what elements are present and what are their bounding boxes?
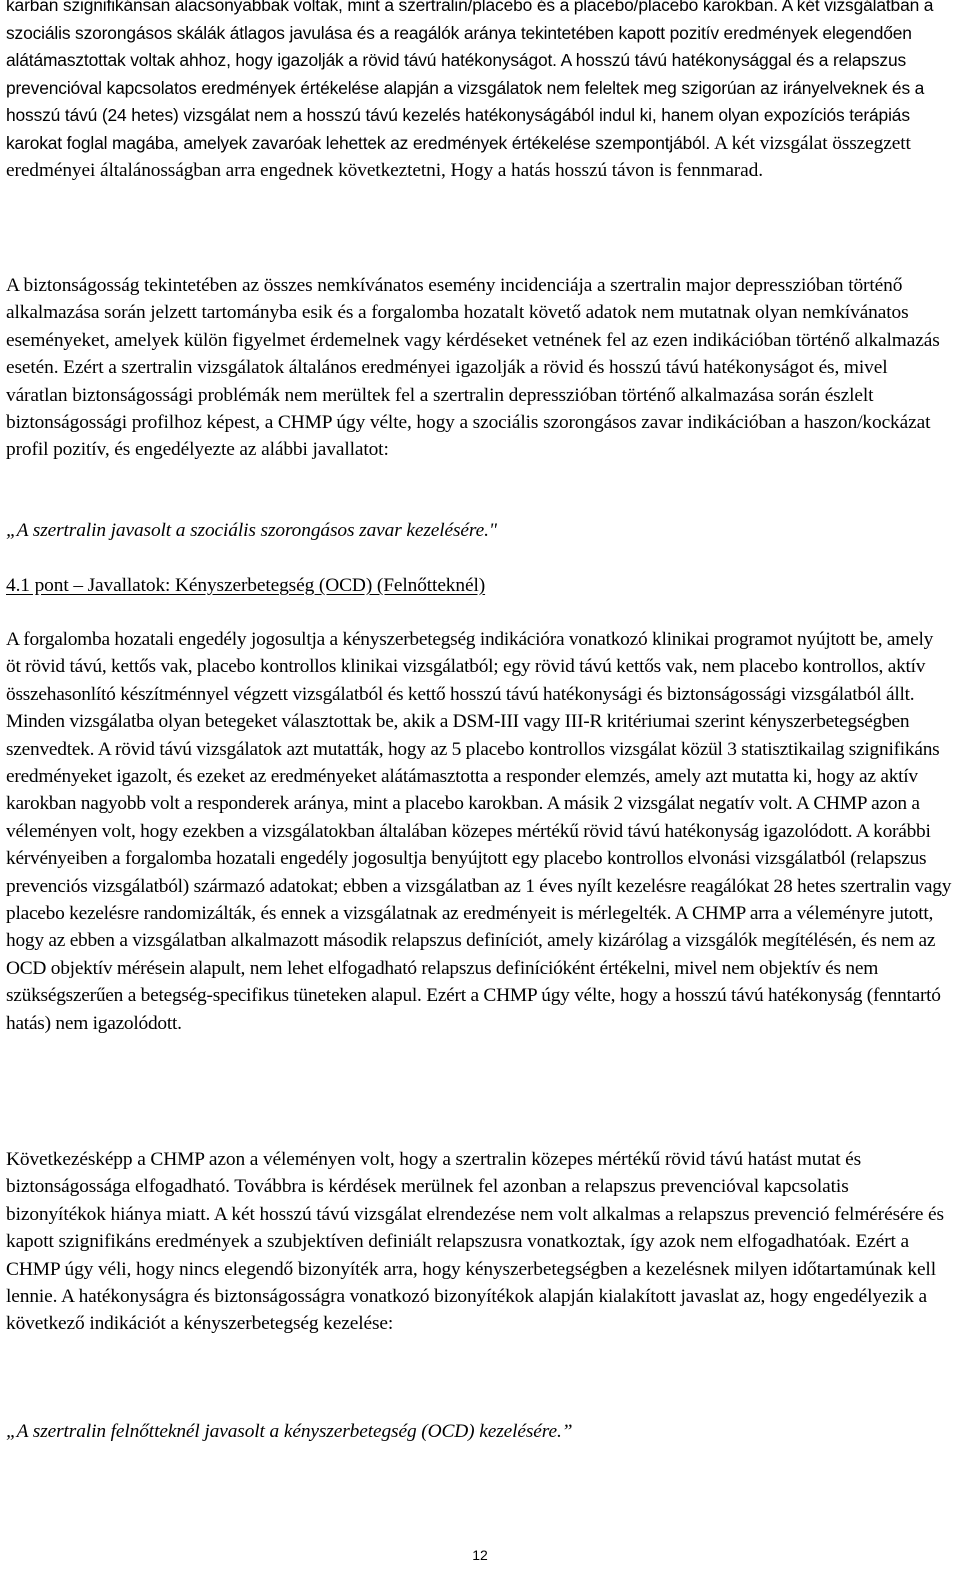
paragraph-ocd-conclusion: Következésképp a CHMP azon a véleményen volt, hogy a szertralin közepes mértékű rövid távú hatást mutat és biztonságossága elfogadható. Továbbra is kérdések merülnek fel azonban a relapszus prevencióval kapcsolatis bizonyítékok hiánya miatt. A két hosszú távú vizsgálat elrendezése nem volt alkalmas a relapszus prevenció felmérésére és kapott szignifikáns eredmények a szubjektíven definiált relapszusra vonatkoztak, így azok nem elfogadhatóak. Ezért a CHMP úgy véli, hogy nincs elegendő bizonyíték arra, hogy kényszerbetegségben a kezelésnek milyen időtartamúnak kell lennie. A hatékonyságra és biztonságosságra vonatkozó bizonyítékok alapján kialakított javaslat az, hogy engedélyezik a következő indikációt a kényszerbetegség kezelése: [6,1149,944,1335]
paragraph-social-anxiety-efficacy [6,0,950,184]
section-heading-ocd: 4.1 pont – Javallatok: Kényszerbetegség (OCD) (Felnőtteknél) [6,575,486,596]
indication-quote-ocd: „A szertralin felnőtteknél javasolt a kényszerbetegség (OCD) kezelésére.” [6,1421,573,1442]
indication-quote-social-anxiety: „A szertralin javasolt a szociális szorongásos zavar kezelésére." [6,520,497,541]
paragraph-ocd-clinical-program: A forgalomba hozatali engedély jogosultja a kényszerbetegség indikációra vonatkozó klinikai programot nyújtott be, amely öt rövid távú, kettős vak, placebo kontrollos klinikai vizsgálatból; egy rövid távú kettős vak, nem placebo kontrollos, aktív összehasonlító készítménnyel végzett vizsgálatból és kettő hosszú távú hatékonysági és biztonságossági vizsgálatból állt. Minden vizsgálatba olyan betegeket választottak be, akik a DSM-III vagy III-R kritériumai szerint kényszerbetegségben szenvedtek. A rövid távú vizsgálatok azt mutatták, hogy az 5 placebo kontrollos vizsgálat közül 3 statisztikailag szignifikáns eredményeket igazolt, és ezeket az eredményeket alátámasztotta a responder elemzés, amely azt mutatta ki, hogy az aktív karokban nagyobb volt a responderek aránya, mint a placebo karokban. A másik 2 vizsgálat negatív volt. A CHMP azon a véleményen volt, hogy ezekben a vizsgálatokban általában közepes mértékű rövid távú hatékonyság igazolódott. A korábbi kérvényeiben a forgalomba hozatali engedély jogosultja benyújtott egy placebo kontrollos elvonási vizsgálatból (relapszus prevenciós vizsgálatból) származó adatokat; ebben a vizsgálatban az 1 éves nyílt kezelésre reagálókat 28 hetes szertralin vagy placebo kezelésre randomizálták, és ennek a vizsgálatnak az eredményeit is mérlegelték. A CHMP arra a véleményre jutott, hogy az ebben a vizsgálatban alkalmazott második relapszus definíciót, amely kizárólag a vizsgálók megítélésén, és nem az OCD objektív mérésein alapult, nem lehet elfogadható relapszus definícióként értékelni, mivel nem objektív és nem szükségszerűen a betegség-specifikus tüneteken alapul. Ezért a CHMP úgy vélte, hogy a hosszú távú hatékonyság (fenntartó hatás) nem igazolódott. [6,629,952,1034]
page-number: 12 [472,1547,488,1563]
paragraph-text-serif: A két vizsgálat összegzett eredményei általánosságban arra engednek következtetni, Hogy a hatás hosszú távon is fennmarad. [6,132,911,181]
paragraph-text-sans: karban szignifikánsan alacsonyabbak voltak, mint a szertralin/placebo és a placebo/placebo karokban. A két vizsgálatban a szociális szorongásos skálák átlagos javulása és a reagálók aránya tekintetében kapott pozitív eredmények elegendően alátámasztottak voltak ahhoz, hogy igazolják a rövid távú hatékonyságot. A hosszú távú hatékonysággal és a relapszus prevencióval kapcsolatos eredmények értékelése alapján a vizsgálatok nem feleltek meg szigorúan az irányelveknek és a hosszú távú (24 hetes) vizsgálat nem a hosszú távú kezelés hatékonyságából indul ki, hanem olyan expozíciós terápiás karokat foglal magába, amelyek zavaróak lehettek az eredmények értékelése szempontjából. [6,0,934,153]
paragraph-safety: A biztonságosság tekintetében az összes nemkívánatos esemény incidenciája a szertralin major depresszióban történő alkalmazása során jelzett tartományba esik és a forgalomba hozatalt követő adatok nem mutatnak olyan nemkívánatos eseményeket, amelyek külön figyelmet érdemelnek vagy kérdéseket vetnének fel az ezen indikációban történő alkalmazás esetén. Ezért a szertralin vizsgálatok általános eredményei igazolják a rövid és hosszú távú hatékonyságot és, mivel váratlan biztonságossági problémák nem merültek fel a szertralin depresszióban történő alkalmazása során észlelt biztonságossági profilhoz képest, a CHMP úgy vélte, hogy a szociális szorongásos zavar indikációban a haszon/kockázat profil pozitív, és engedélyezte az alábbi javallatot: [6,275,940,461]
